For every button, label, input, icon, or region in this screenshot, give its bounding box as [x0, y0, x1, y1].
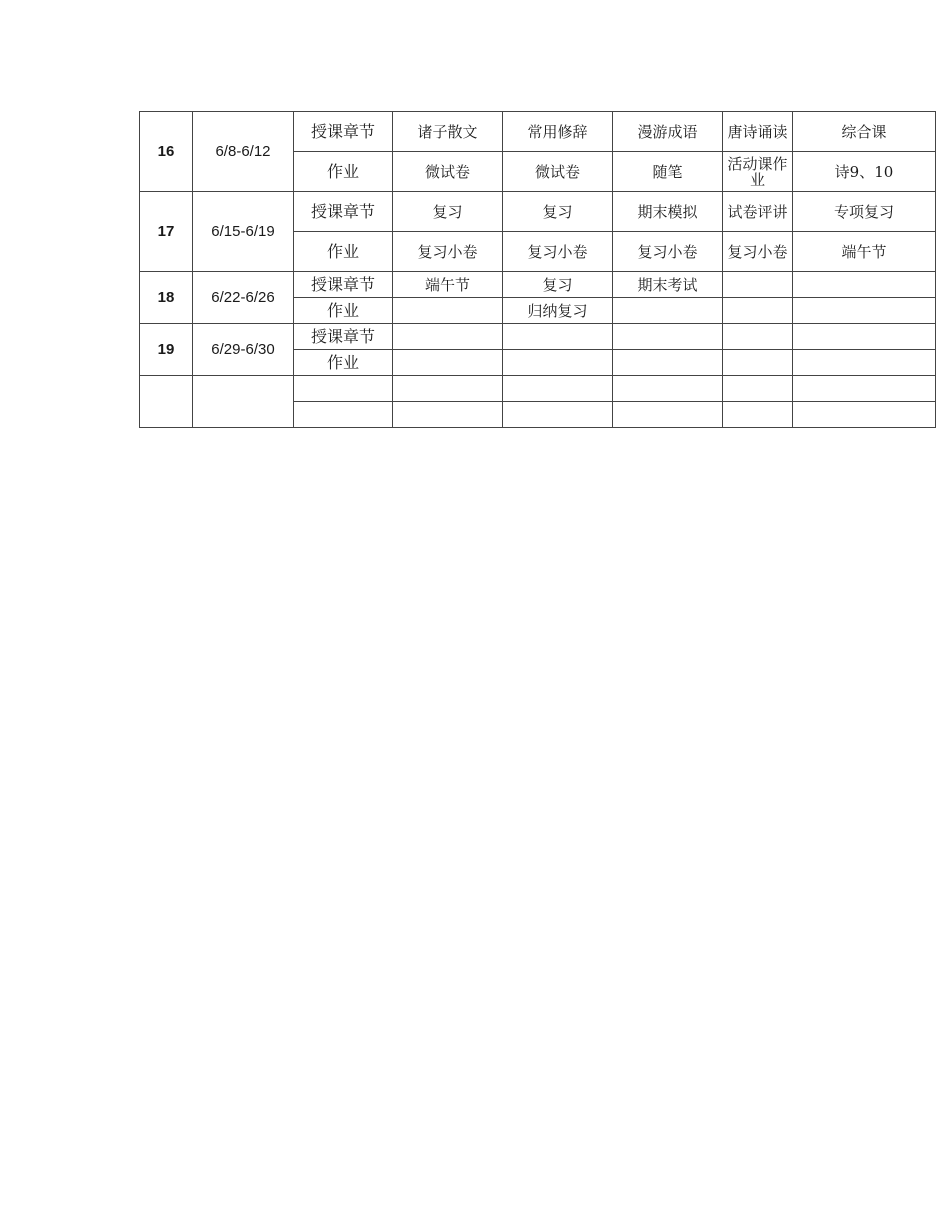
- homework-cell: 端午节: [793, 232, 936, 272]
- lesson-cell: [613, 324, 723, 350]
- homework-cell: 复习小卷: [723, 232, 793, 272]
- homework-cell: 微试卷: [393, 152, 503, 192]
- table-row: [140, 272, 936, 298]
- empty-cell: [140, 376, 193, 428]
- schedule-table: [139, 111, 936, 428]
- week-number: 17: [140, 192, 193, 272]
- date-range: 6/15-6/19: [193, 192, 294, 272]
- date-range: 6/22-6/26: [193, 272, 294, 324]
- empty-cell: [723, 376, 793, 402]
- row-type-label: 授课章节: [294, 192, 393, 232]
- lesson-cell: 端午节: [393, 272, 503, 298]
- homework-cell: [723, 350, 793, 376]
- empty-cell: [613, 376, 723, 402]
- homework-cell: 复习小卷: [613, 232, 723, 272]
- empty-cell: [294, 402, 393, 428]
- lesson-cell: 专项复习: [793, 192, 936, 232]
- table-row: [140, 192, 936, 232]
- lesson-cell: 复习: [503, 272, 613, 298]
- homework-cell: [393, 350, 503, 376]
- row-type-label: 授课章节: [294, 112, 393, 152]
- empty-cell: [503, 402, 613, 428]
- lesson-cell: 综合课: [793, 112, 936, 152]
- empty-cell: [503, 376, 613, 402]
- empty-cell: [393, 402, 503, 428]
- homework-cell: [793, 298, 936, 324]
- homework-cell: [393, 298, 503, 324]
- lesson-cell: 漫游成语: [613, 112, 723, 152]
- empty-cell: [193, 376, 294, 428]
- homework-cell: 诗9、10: [793, 152, 936, 192]
- lesson-cell: [503, 324, 613, 350]
- row-type-label: 作业: [294, 350, 393, 376]
- homework-cell: 归纳复习: [503, 298, 613, 324]
- week-number: 19: [140, 324, 193, 376]
- empty-cell: [723, 402, 793, 428]
- row-type-label: 作业: [294, 298, 393, 324]
- homework-cell: 复习小卷: [503, 232, 613, 272]
- lesson-cell: 期末模拟: [613, 192, 723, 232]
- lesson-cell: 唐诗诵读: [723, 112, 793, 152]
- empty-cell: [793, 402, 936, 428]
- week-number: 16: [140, 112, 193, 192]
- table-row: [140, 324, 936, 350]
- lesson-cell: [723, 272, 793, 298]
- homework-cell: 复习小卷: [393, 232, 503, 272]
- lesson-cell: 复习: [503, 192, 613, 232]
- lesson-cell: [793, 324, 936, 350]
- lesson-cell: [723, 324, 793, 350]
- homework-cell: [503, 350, 613, 376]
- homework-cell: [793, 350, 936, 376]
- week-number: 18: [140, 272, 193, 324]
- table-row-empty: [140, 376, 936, 402]
- lesson-cell: [393, 324, 503, 350]
- date-range: 6/29-6/30: [193, 324, 294, 376]
- lesson-cell: 诸子散文: [393, 112, 503, 152]
- date-range: 6/8-6/12: [193, 112, 294, 192]
- row-type-label: 作业: [294, 152, 393, 192]
- homework-cell: [723, 298, 793, 324]
- empty-cell: [294, 376, 393, 402]
- homework-cell: 微试卷: [503, 152, 613, 192]
- empty-cell: [613, 402, 723, 428]
- homework-cell: 活动课作业: [723, 152, 793, 192]
- lesson-cell: 试卷评讲: [723, 192, 793, 232]
- empty-cell: [793, 376, 936, 402]
- lesson-cell: [793, 272, 936, 298]
- empty-cell: [393, 376, 503, 402]
- lesson-cell: 常用修辞: [503, 112, 613, 152]
- row-type-label: 作业: [294, 232, 393, 272]
- lesson-cell: 复习: [393, 192, 503, 232]
- homework-cell: 随笔: [613, 152, 723, 192]
- table-row: [140, 112, 936, 152]
- lesson-cell: 期末考试: [613, 272, 723, 298]
- row-type-label: 授课章节: [294, 272, 393, 298]
- homework-cell: [613, 350, 723, 376]
- homework-cell: [613, 298, 723, 324]
- row-type-label: 授课章节: [294, 324, 393, 350]
